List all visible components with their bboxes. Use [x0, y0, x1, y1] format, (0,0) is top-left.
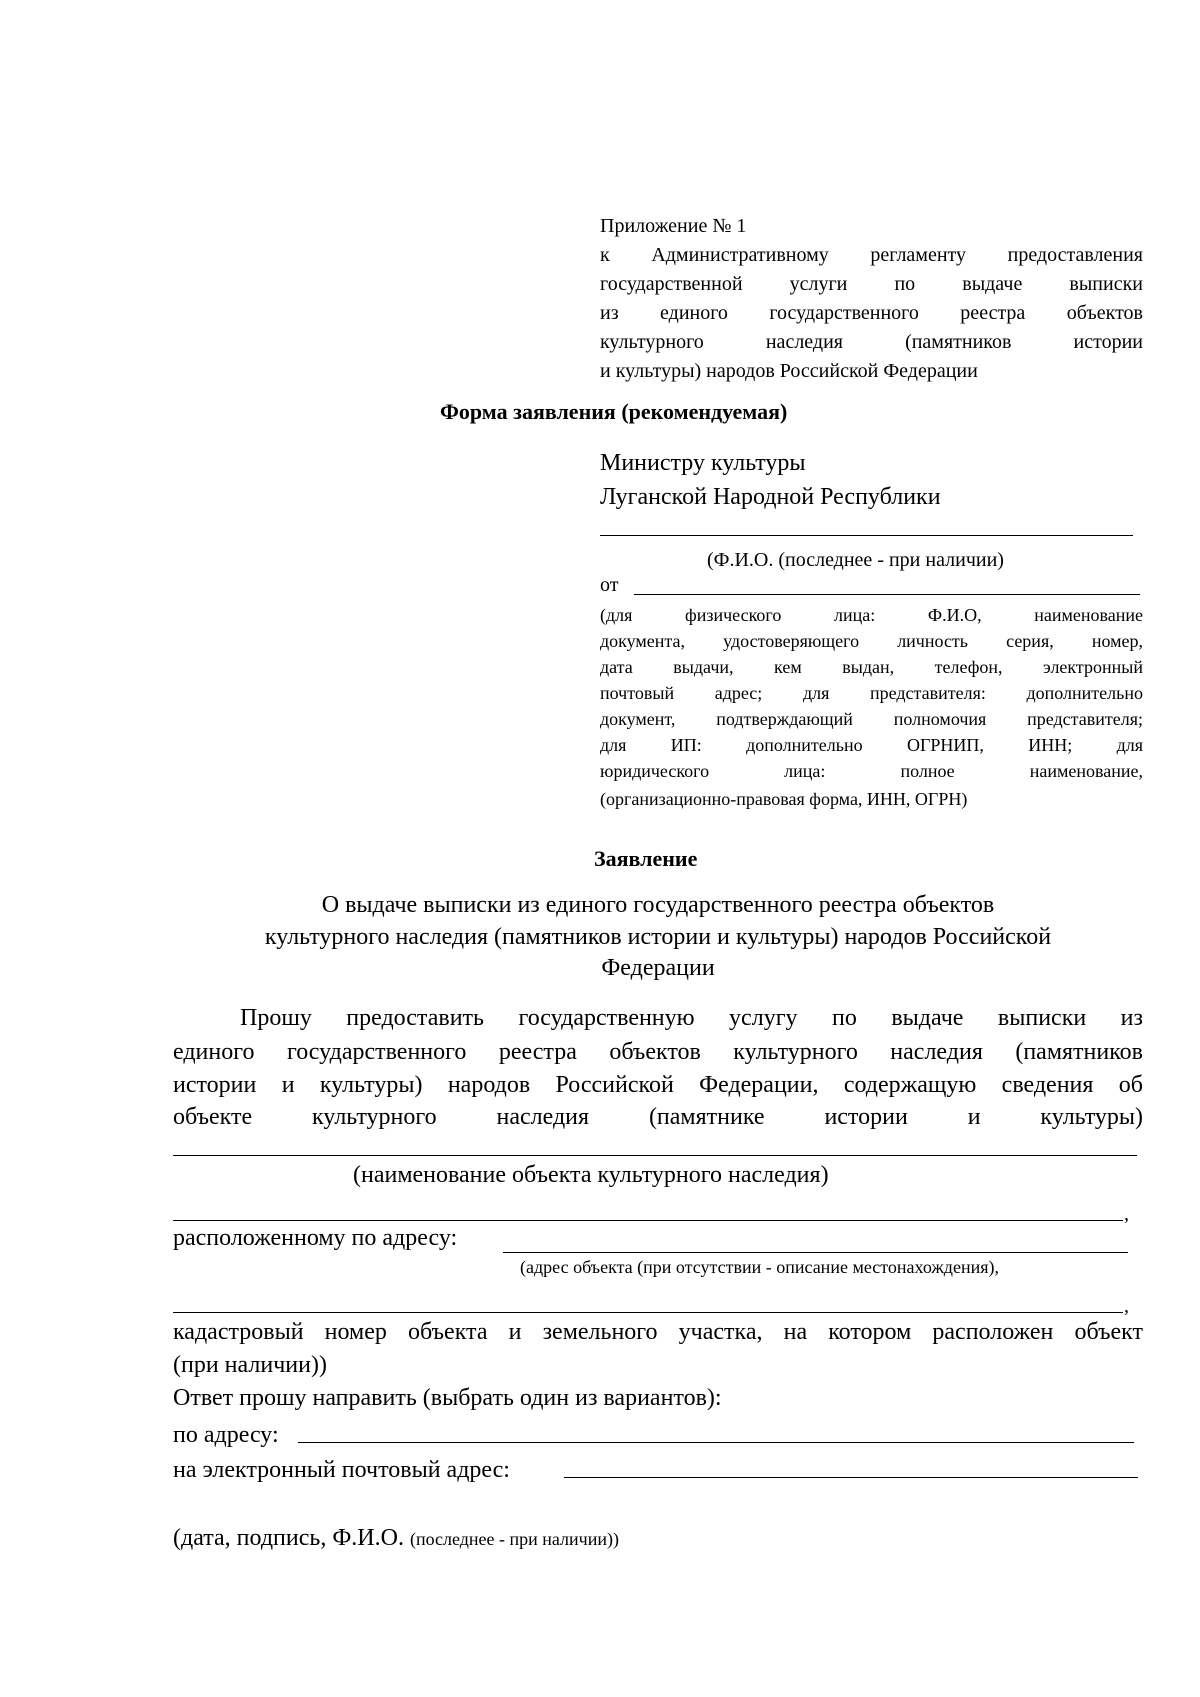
from-field[interactable] — [634, 594, 1140, 595]
from-description-line: почтовый адрес; для представителя: дополнительно — [600, 683, 1143, 703]
cadastral-line: кадастровый номер объекта и земельного участка, на котором расположен объект — [173, 1319, 1143, 1345]
object-name-caption: (наименование объекта культурного наследия) — [353, 1162, 829, 1188]
reply-email-label: на электронный почтовый адрес: — [173, 1457, 510, 1483]
comma: , — [1124, 1295, 1129, 1317]
reply-prompt: Ответ прошу направить (выбрать один из вариантов): — [173, 1385, 722, 1411]
appendix-line: из единого государственного реестра объектов — [600, 302, 1143, 324]
signature-caption — [173, 1522, 619, 1555]
address-caption: (адрес объекта (при отсутствии - описание местонахождения), — [520, 1257, 999, 1277]
subject-line: культурного наследия (памятников истории и культуры) народов Российской — [264, 924, 1052, 950]
addressee-line: Министру культуры — [600, 450, 806, 476]
appendix-line: государственной услуги по выдаче выписки — [600, 273, 1143, 295]
object-name-field-2[interactable] — [173, 1220, 1123, 1221]
subject-line: Федерации — [601, 955, 715, 981]
from-description-line: документ, подтверждающий полномочия представителя; — [600, 709, 1143, 729]
object-name-field-1[interactable] — [173, 1155, 1137, 1156]
appendix-line: к Административному регламенту предоставления — [600, 244, 1143, 266]
cadastral-line: (при наличии)) — [173, 1352, 327, 1378]
subject-line: О выдаче выписки из единого государственного реестра объектов — [321, 892, 995, 918]
body-line: единого государственного реестра объектов культурного наследия (памятников — [173, 1039, 1143, 1065]
body-line: объекте культурного наследия (памятнике истории и культуры) — [173, 1104, 1143, 1130]
body-line: Прошу предоставить государственную услугу по выдаче выписки из — [240, 1005, 1143, 1031]
signature-small: (последнее - при наличии)) — [409, 1529, 619, 1549]
from-description-line: (организационно-правовая форма, ИНН, ОГРН) — [600, 789, 968, 809]
reply-postal-field[interactable] — [298, 1442, 1134, 1443]
signature-main: (дата, подпись, Ф.И.О. — [173, 1525, 404, 1551]
from-description-line: (для физического лица: Ф.И.О, наименование — [600, 605, 1143, 625]
body-line: истории и культуры) народов Российской Федерации, содержащую сведения об — [173, 1072, 1143, 1098]
from-description-line: для ИП: дополнительно ОГРНИП, ИНН; для — [600, 735, 1143, 755]
from-description-line: документа, удостоверяющего личность серия, номер, — [600, 631, 1143, 651]
addressee-line: Луганской Народной Республики — [600, 484, 941, 510]
from-label: от — [600, 574, 619, 596]
appendix-title: Приложение № 1 — [600, 215, 747, 237]
reply-postal-label: по адресу: — [173, 1422, 279, 1448]
appendix-line: культурного наследия (памятников истории — [600, 331, 1143, 353]
comma: , — [1124, 1203, 1129, 1225]
from-description-line: дата выдачи, кем выдан, телефон, электронный — [600, 657, 1143, 677]
fio-caption: (Ф.И.О. (последнее - при наличии) — [707, 549, 1004, 571]
address-label: расположенному по адресу: — [173, 1225, 458, 1251]
object-address-field-2[interactable] — [173, 1312, 1123, 1313]
reply-email-field[interactable] — [564, 1477, 1138, 1478]
application-heading: Заявление — [594, 846, 698, 871]
object-address-field-1[interactable] — [503, 1252, 1128, 1253]
appendix-line: и культуры) народов Российской Федерации — [600, 360, 978, 382]
from-description-line: юридического лица: полное наименование, — [600, 761, 1143, 781]
form-title: Форма заявления (рекомендуемая) — [440, 399, 788, 424]
addressee-fio-field[interactable] — [600, 535, 1133, 536]
